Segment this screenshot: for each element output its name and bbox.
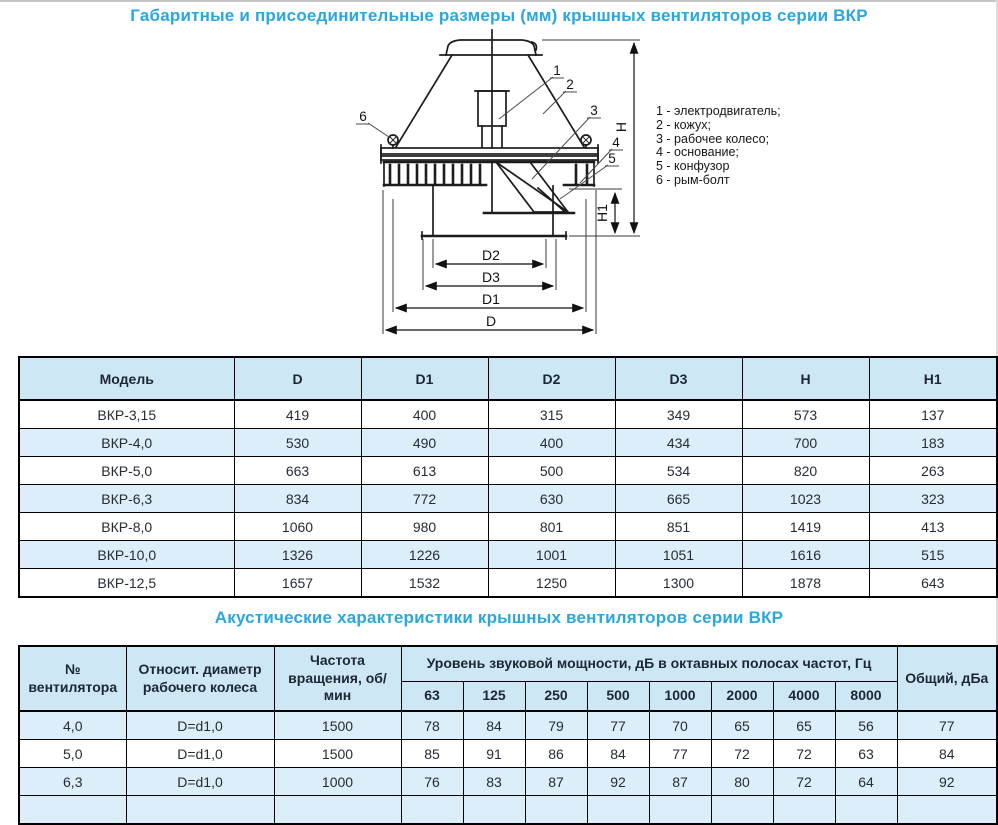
callout-6: 6 bbox=[359, 109, 367, 124]
table-cell: 84 bbox=[463, 711, 525, 740]
cell-model: ВКР-12,5 bbox=[19, 569, 234, 598]
table-cell: 419 bbox=[234, 400, 361, 429]
table-cell: 1616 bbox=[742, 541, 869, 569]
acoustic-header-row-1 bbox=[19, 646, 997, 682]
table-cell: 77 bbox=[897, 711, 997, 740]
table-cell: 413 bbox=[869, 513, 997, 541]
cell-model: ВКР-10,0 bbox=[19, 541, 234, 569]
table-cell: 56 bbox=[835, 711, 897, 740]
table-cell: 92 bbox=[897, 768, 997, 796]
impeller bbox=[484, 162, 574, 213]
table-cell: D=d1,0 bbox=[126, 711, 274, 740]
table-cell: 84 bbox=[897, 740, 997, 768]
table-cell: 85 bbox=[401, 740, 463, 768]
column-header-speed: Частота вращения, об/мин bbox=[274, 646, 401, 711]
table-row bbox=[19, 400, 997, 429]
table-cell: 87 bbox=[525, 768, 587, 796]
table-cell: 630 bbox=[488, 485, 615, 513]
callout-2: 2 bbox=[566, 77, 574, 92]
table-cell: 1226 bbox=[361, 541, 488, 569]
dim-label-h1: H1 bbox=[594, 204, 610, 222]
callout-3: 3 bbox=[590, 103, 598, 118]
cell-model: ВКР-5,0 bbox=[19, 457, 234, 485]
table-cell: 263 bbox=[869, 457, 997, 485]
table-cell: 1419 bbox=[742, 513, 869, 541]
table-cell: 663 bbox=[234, 457, 361, 485]
table-cell: 323 bbox=[869, 485, 997, 513]
callout-5: 5 bbox=[608, 151, 616, 166]
table-cell: 79 bbox=[525, 711, 587, 740]
cell-model: ВКР-8,0 bbox=[19, 513, 234, 541]
table-cell: 400 bbox=[488, 429, 615, 457]
table-cell: 65 bbox=[711, 711, 773, 740]
dim-label-h: H bbox=[613, 121, 629, 133]
table-cell: 1060 bbox=[234, 513, 361, 541]
table-cell: 1300 bbox=[615, 569, 742, 598]
legend-item: 1 - электродвигатель; bbox=[656, 104, 781, 118]
fan-technical-drawing bbox=[326, 27, 672, 351]
table-cell: 1657 bbox=[234, 569, 361, 598]
table-cell: 76 bbox=[401, 768, 463, 796]
cell-model: ВКР-3,15 bbox=[19, 400, 234, 429]
table-row bbox=[19, 569, 997, 598]
table-cell: 1001 bbox=[488, 541, 615, 569]
dim-label-d1: D1 bbox=[482, 291, 500, 307]
table-cell: 1532 bbox=[361, 569, 488, 598]
table-cell: 1878 bbox=[742, 569, 869, 598]
table-cell: 1326 bbox=[234, 541, 361, 569]
callout-1: 1 bbox=[553, 63, 561, 78]
table-row bbox=[19, 485, 997, 513]
table-row bbox=[19, 541, 997, 569]
table-cell: 349 bbox=[615, 400, 742, 429]
column-header-d1: D1 bbox=[361, 357, 488, 400]
table-cell: 573 bbox=[742, 400, 869, 429]
table-row bbox=[19, 429, 997, 457]
cell-fan-no: 6,3 bbox=[19, 768, 126, 796]
table-cell: 80 bbox=[711, 768, 773, 796]
fan-body bbox=[381, 30, 598, 239]
cell-model: ВКР-6,3 bbox=[19, 485, 234, 513]
table-cell: 83 bbox=[463, 768, 525, 796]
legend-item: 6 - рым-болт bbox=[656, 172, 730, 187]
table-cell: 515 bbox=[869, 541, 997, 569]
column-header-250: 250 bbox=[525, 682, 587, 712]
column-header-63: 63 bbox=[401, 682, 463, 712]
column-header-h1: H1 bbox=[869, 357, 997, 400]
table-row bbox=[19, 457, 997, 485]
dim-label-d2: D2 bbox=[482, 247, 500, 263]
column-header-total: Общий, дБа bbox=[897, 646, 997, 711]
table-cell: 64 bbox=[835, 768, 897, 796]
cell-fan-no: 4,0 bbox=[19, 711, 126, 740]
outlet-grille bbox=[384, 162, 594, 186]
dimensions-table bbox=[18, 356, 998, 598]
table-cell: 70 bbox=[649, 711, 711, 740]
table-cell: 91 bbox=[463, 740, 525, 768]
table-cell: 77 bbox=[587, 711, 649, 740]
table-cell: 92 bbox=[587, 768, 649, 796]
table-cell: 490 bbox=[361, 429, 488, 457]
table-cell: 834 bbox=[234, 485, 361, 513]
table-cell: 530 bbox=[234, 429, 361, 457]
table-cell: 1250 bbox=[488, 569, 615, 598]
table-cell: 1000 bbox=[274, 768, 401, 796]
table-cell: 72 bbox=[711, 740, 773, 768]
table-cell: 980 bbox=[361, 513, 488, 541]
dimensions-table-header-row bbox=[19, 357, 997, 400]
table-cell: 137 bbox=[869, 400, 997, 429]
column-header-d: D bbox=[234, 357, 361, 400]
table-cell: 72 bbox=[773, 740, 835, 768]
table-cell: 77 bbox=[649, 740, 711, 768]
table-cell: 665 bbox=[615, 485, 742, 513]
table-cell: 1023 bbox=[742, 485, 869, 513]
table-cell: D=d1,0 bbox=[126, 768, 274, 796]
table-row bbox=[19, 711, 997, 740]
table-cell: 78 bbox=[401, 711, 463, 740]
table-cell: 434 bbox=[615, 429, 742, 457]
column-header-8000: 8000 bbox=[835, 682, 897, 712]
column-header-h: H bbox=[742, 357, 869, 400]
column-header-fan-no: № вентилятора bbox=[19, 646, 126, 711]
column-header-d3: D3 bbox=[615, 357, 742, 400]
table-cell: 315 bbox=[488, 400, 615, 429]
table-cell: 1500 bbox=[274, 711, 401, 740]
table-cell: 65 bbox=[773, 711, 835, 740]
acoustic-section-title: Акустические характеристики крышных вентиляторов серии ВКР bbox=[214, 608, 784, 627]
page-top-border bbox=[0, 0, 998, 2]
table-cell: 851 bbox=[615, 513, 742, 541]
dim-label-d: D bbox=[485, 313, 497, 329]
table-cell: 400 bbox=[361, 400, 488, 429]
table-cell: 801 bbox=[488, 513, 615, 541]
table-cell: 1500 bbox=[274, 740, 401, 768]
table-cell: 87 bbox=[649, 768, 711, 796]
dim-label-d3: D3 bbox=[482, 269, 500, 285]
column-header-sound-power: Уровень звуковой мощности, дБ в октавных полосах частот, Гц bbox=[401, 646, 897, 682]
column-header-model: Модель bbox=[19, 357, 234, 400]
table-cell: 613 bbox=[361, 457, 488, 485]
column-header-1000: 1000 bbox=[649, 682, 711, 712]
parts-legend bbox=[656, 105, 856, 188]
callout-4: 4 bbox=[612, 135, 620, 150]
table-cell: 643 bbox=[869, 569, 997, 598]
column-header-2000: 2000 bbox=[711, 682, 773, 712]
legend-item: 2 - кожух; bbox=[656, 117, 711, 132]
legend-item: 4 - основание; bbox=[656, 145, 739, 160]
cell-model: ВКР-4,0 bbox=[19, 429, 234, 457]
table-cell: 772 bbox=[361, 485, 488, 513]
table-row bbox=[19, 768, 997, 796]
page-title: Габаритные и присоединительные размеры (мм) крышных вентиляторов серии ВКР bbox=[130, 6, 868, 25]
column-header-d2: D2 bbox=[488, 357, 615, 400]
cell-fan-no: 5,0 bbox=[19, 740, 126, 768]
table-cell: 500 bbox=[488, 457, 615, 485]
column-header-4000: 4000 bbox=[773, 682, 835, 712]
table-cell: D=d1,0 bbox=[126, 740, 274, 768]
table-cell: 86 bbox=[525, 740, 587, 768]
legend-item: 5 - конфузор bbox=[656, 159, 730, 174]
table-cell: 700 bbox=[742, 429, 869, 457]
table-cell: 1051 bbox=[615, 541, 742, 569]
acoustic-table bbox=[18, 645, 998, 825]
column-header-125: 125 bbox=[463, 682, 525, 712]
table-cell: 72 bbox=[773, 768, 835, 796]
table-cell: 84 bbox=[587, 740, 649, 768]
table-cell: 534 bbox=[615, 457, 742, 485]
callout-leaders bbox=[356, 77, 623, 199]
extension-lines bbox=[383, 40, 640, 334]
table-row bbox=[19, 740, 997, 768]
table-cell: 63 bbox=[835, 740, 897, 768]
column-header-500: 500 bbox=[587, 682, 649, 712]
table-cell: 183 bbox=[869, 429, 997, 457]
table-row bbox=[19, 513, 997, 541]
legend-item: 3 - рабочее колесо; bbox=[656, 131, 770, 146]
table-cell: 820 bbox=[742, 457, 869, 485]
column-header-rel-diameter: Относит. диаметр рабочего колеса bbox=[126, 646, 274, 711]
